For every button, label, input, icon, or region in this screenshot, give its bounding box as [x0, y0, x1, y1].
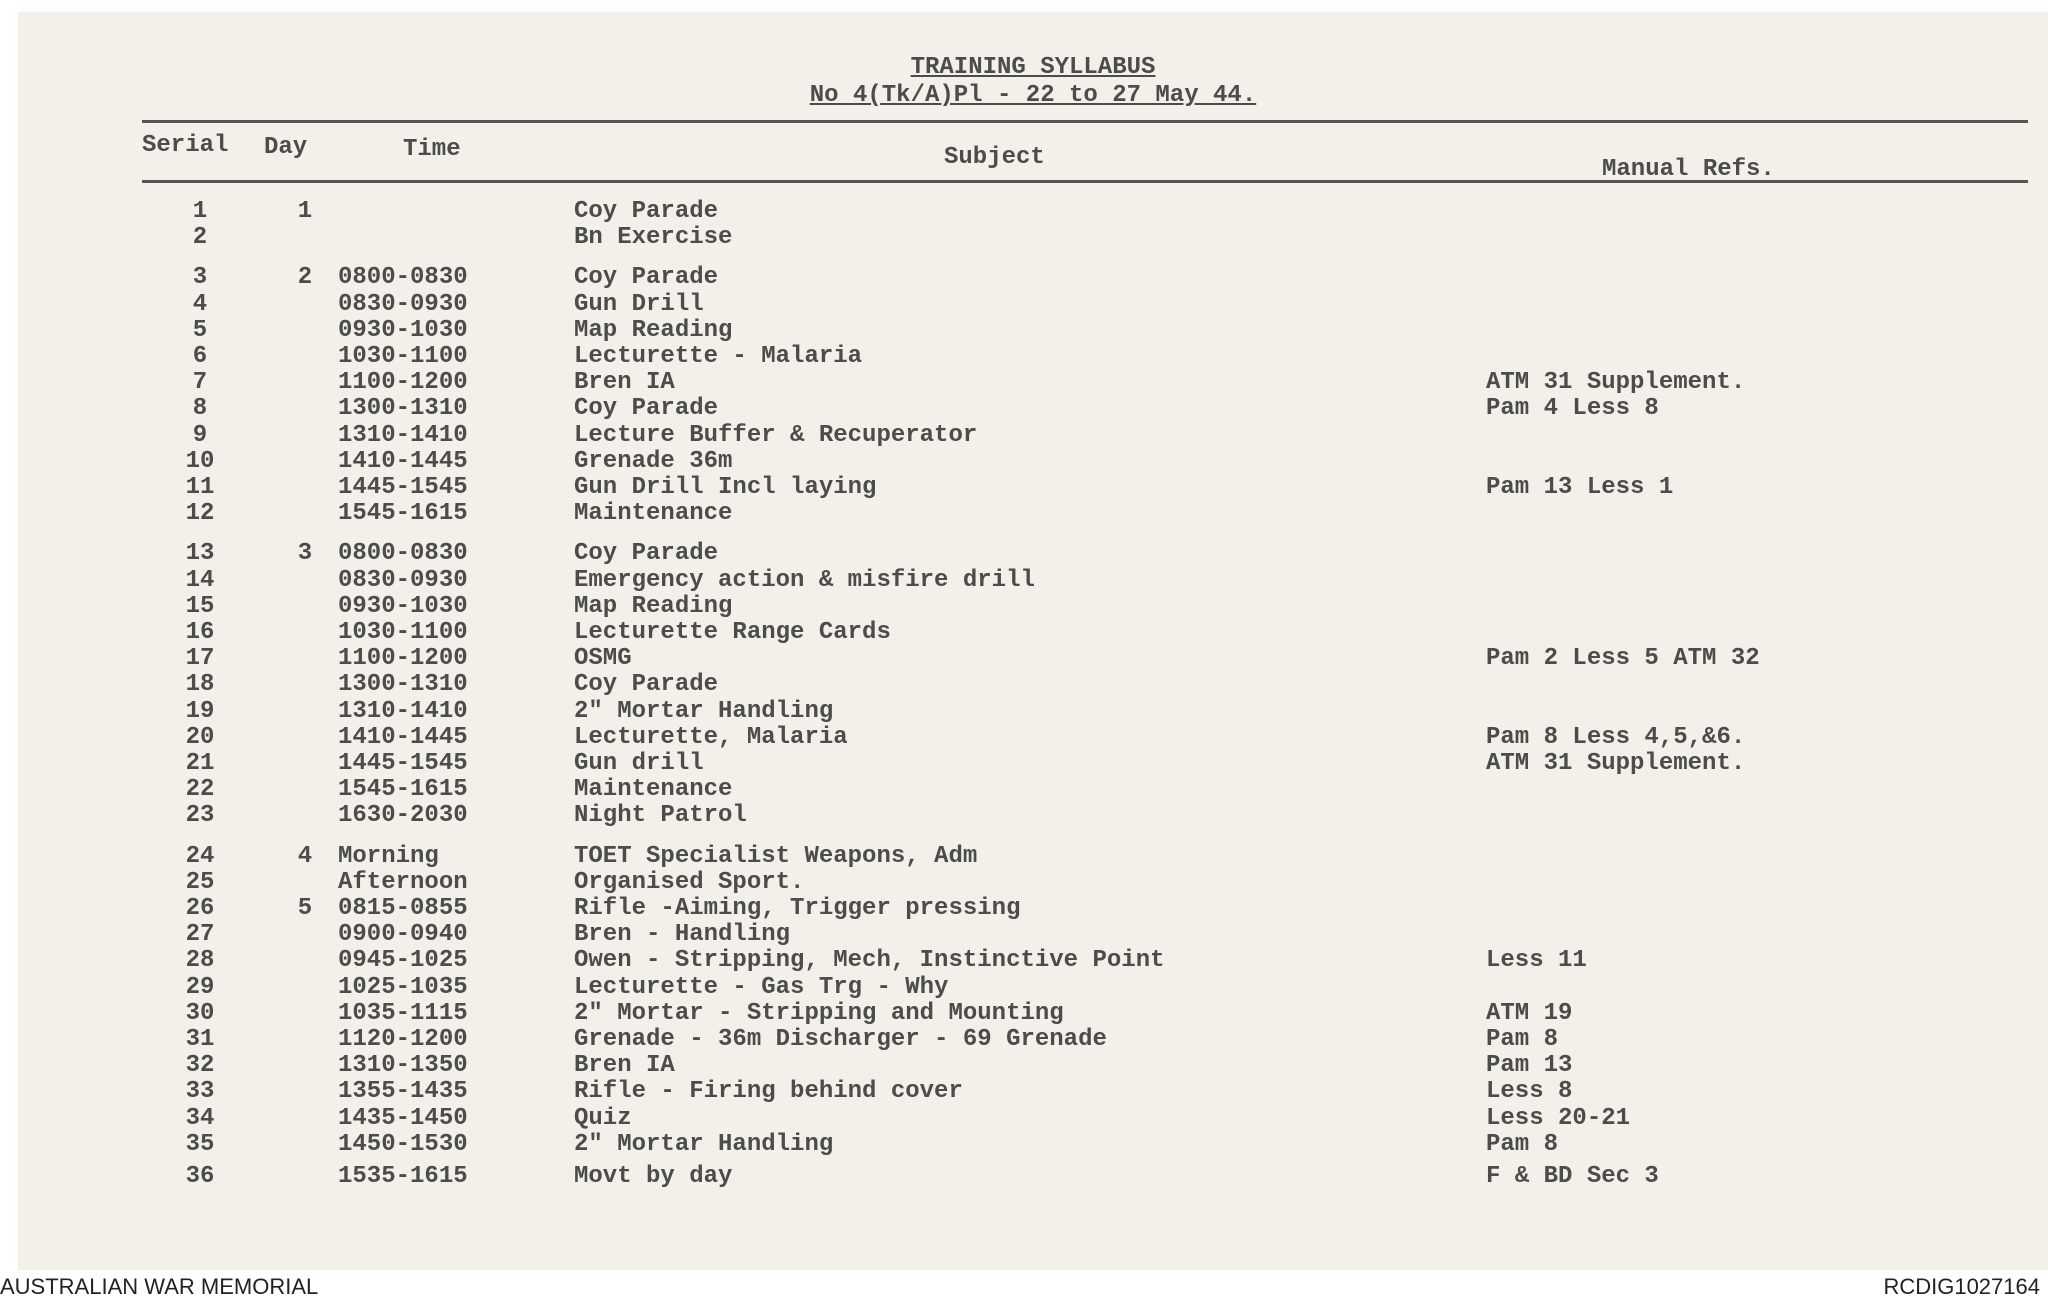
- table-row: [18, 500, 2048, 526]
- serial-cell: 33: [185, 1078, 215, 1106]
- table-row: [18, 776, 2048, 802]
- header-time: Time: [403, 136, 461, 163]
- serial-cell: 8: [192, 395, 208, 423]
- serial-cell: 5: [192, 316, 208, 344]
- time-cell: 1120-1200: [338, 1026, 468, 1053]
- subject-cell: Night Patrol: [574, 802, 747, 830]
- time-cell: 1545-1615: [338, 500, 468, 528]
- subject-cell: Gun drill: [574, 750, 704, 777]
- subject-cell: Map Reading: [574, 592, 733, 620]
- serial-cell: 26: [185, 895, 215, 922]
- manual-ref-cell: Less 11: [1486, 947, 1587, 975]
- header-rule-bottom: [142, 180, 2028, 183]
- table-row: [18, 264, 2048, 290]
- subject-cell: Lecturette Range Cards: [574, 619, 891, 646]
- manual-ref-cell: ATM 31 Supplement.: [1486, 369, 1746, 397]
- subject-cell: Gun Drill: [574, 290, 704, 318]
- subject-cell: Coy Parade: [574, 264, 719, 292]
- table-row: [18, 343, 2048, 369]
- table-row: [18, 843, 2048, 869]
- time-cell: 1310-1350: [338, 1052, 468, 1080]
- table-row: [18, 921, 2048, 947]
- time-cell: 1100-1200: [338, 369, 468, 397]
- day-cell: 3: [297, 540, 313, 568]
- manual-ref-cell: F & BD Sec 3: [1486, 1163, 1659, 1190]
- header-manual-refs: Manual Refs.: [1602, 156, 1775, 183]
- table-row: [18, 1163, 2048, 1189]
- time-cell: 0930-1030: [338, 592, 468, 620]
- serial-cell: 29: [185, 973, 215, 1001]
- day-cell: 5: [297, 895, 313, 922]
- subject-cell: Coy Parade: [574, 395, 719, 423]
- serial-cell: 31: [185, 1026, 215, 1053]
- manual-ref-cell: Pam 2 Less 5 ATM 32: [1486, 645, 1760, 673]
- time-cell: 1630-2030: [338, 802, 468, 830]
- time-cell: 1100-1200: [338, 645, 468, 673]
- table-row: [18, 448, 2048, 474]
- subject-cell: Lecturette, Malaria: [574, 723, 848, 751]
- manual-ref-cell: Pam 8: [1486, 1026, 1559, 1053]
- time-cell: 1025-1035: [338, 973, 468, 1001]
- subject-cell: Coy Parade: [574, 540, 719, 568]
- subject-cell: Maintenance: [574, 500, 733, 528]
- table-row: [18, 895, 2048, 921]
- manual-ref-cell: ATM 31 Supplement.: [1486, 750, 1746, 777]
- time-cell: 1535-1615: [338, 1163, 468, 1190]
- subject-cell: Map Reading: [574, 316, 733, 344]
- subject-cell: Grenade - 36m Discharger - 69 Grenade: [574, 1026, 1107, 1053]
- serial-cell: 1: [192, 198, 208, 225]
- serial-cell: 12: [185, 500, 215, 528]
- serial-cell: 11: [185, 474, 215, 501]
- time-cell: 1410-1445: [338, 447, 468, 475]
- subject-cell: Bn Exercise: [574, 224, 733, 252]
- subject-cell: Coy Parade: [574, 198, 719, 225]
- subject-cell: TOET Specialist Weapons, Adm: [574, 842, 978, 870]
- time-cell: Morning: [338, 842, 439, 870]
- subject-cell: Gun Drill Incl laying: [574, 474, 877, 501]
- subject-cell: Movt by day: [574, 1163, 733, 1190]
- time-cell: 1310-1410: [338, 421, 468, 449]
- time-cell: 1545-1615: [338, 776, 468, 804]
- table-row: [18, 1131, 2048, 1157]
- header-subject: Subject: [944, 144, 1045, 171]
- subject-cell: Grenade 36m: [574, 447, 733, 475]
- serial-cell: 23: [185, 802, 215, 830]
- header-day: Day: [264, 134, 308, 161]
- table-row: [18, 540, 2048, 566]
- table-row: [18, 1078, 2048, 1104]
- manual-ref-cell: Less 8: [1486, 1078, 1573, 1106]
- subject-cell: Rifle -Aiming, Trigger pressing: [574, 895, 1021, 922]
- serial-cell: 34: [185, 1104, 215, 1132]
- time-cell: 0930-1030: [338, 316, 468, 344]
- subject-cell: OSMG: [574, 645, 632, 673]
- serial-cell: 36: [185, 1163, 215, 1190]
- table-row: [18, 1052, 2048, 1078]
- table-row: [18, 474, 2048, 500]
- day-cell: 1: [297, 198, 313, 225]
- serial-cell: 24: [185, 842, 215, 870]
- subject-cell: Coy Parade: [574, 671, 719, 699]
- day-cell: 4: [297, 842, 313, 870]
- table-row: [18, 1026, 2048, 1052]
- time-cell: 1300-1310: [338, 671, 468, 699]
- table-row: [18, 619, 2048, 645]
- serial-cell: 30: [185, 999, 215, 1027]
- subject-cell: 2" Mortar Handling: [574, 697, 834, 725]
- table-row: [18, 974, 2048, 1000]
- time-cell: 1030-1100: [338, 343, 468, 370]
- subject-cell: Owen - Stripping, Mech, Instinctive Point: [574, 947, 1165, 975]
- subject-cell: Bren - Handling: [574, 921, 791, 949]
- serial-cell: 22: [185, 776, 215, 804]
- serial-cell: 6: [192, 343, 208, 370]
- serial-cell: 2: [192, 224, 208, 252]
- subject-cell: Organised Sport.: [574, 868, 805, 896]
- document-sheet: [18, 12, 2048, 1270]
- manual-ref-cell: Pam 8 Less 4,5,&6.: [1486, 723, 1746, 751]
- time-cell: Afternoon: [338, 868, 468, 896]
- header-rule-top: [142, 120, 2028, 123]
- time-cell: 1435-1450: [338, 1104, 468, 1132]
- subject-cell: Bren IA: [574, 369, 675, 397]
- time-cell: 1355-1435: [338, 1078, 468, 1106]
- table-row: [18, 750, 2048, 776]
- subject-cell: Emergency action & misfire drill: [574, 566, 1035, 594]
- footer-institution: AUSTRALIAN WAR MEMORIAL: [0, 1274, 319, 1299]
- serial-cell: 4: [192, 290, 208, 318]
- serial-cell: 25: [185, 868, 215, 896]
- table-row: [18, 291, 2048, 317]
- table-row: [18, 224, 2048, 250]
- subject-cell: 2" Mortar Handling: [574, 1130, 834, 1158]
- time-cell: 0830-0930: [338, 566, 468, 594]
- time-cell: 1410-1445: [338, 723, 468, 751]
- manual-ref-cell: Pam 13: [1486, 1052, 1573, 1080]
- time-cell: 0815-0855: [338, 895, 468, 922]
- manual-ref-cell: Pam 4 Less 8: [1486, 395, 1659, 423]
- table-row: [18, 395, 2048, 421]
- manual-ref-cell: ATM 19: [1486, 999, 1573, 1027]
- table-row: [18, 317, 2048, 343]
- table-row: [18, 567, 2048, 593]
- serial-cell: 15: [185, 592, 215, 620]
- table-row: [18, 1105, 2048, 1131]
- serial-cell: 14: [185, 566, 215, 594]
- time-cell: 1035-1115: [338, 999, 468, 1027]
- subject-cell: Lecturette - Gas Trg - Why: [574, 973, 949, 1001]
- subject-cell: Lecture Buffer & Recuperator: [574, 421, 978, 449]
- subject-cell: 2" Mortar - Stripping and Mounting: [574, 999, 1064, 1027]
- serial-cell: 19: [185, 697, 215, 725]
- subject-cell: Quiz: [574, 1104, 632, 1132]
- time-cell: 0830-0930: [338, 290, 468, 318]
- table-row: [18, 593, 2048, 619]
- time-cell: 1445-1545: [338, 474, 468, 501]
- serial-cell: 3: [192, 264, 208, 292]
- table-row: [18, 1000, 2048, 1026]
- time-cell: 0800-0830: [338, 264, 468, 292]
- serial-cell: 9: [192, 421, 208, 449]
- serial-cell: 21: [185, 750, 215, 777]
- serial-cell: 16: [185, 619, 215, 646]
- manual-ref-cell: Less 20-21: [1486, 1104, 1631, 1132]
- table-row: [18, 198, 2048, 224]
- subject-cell: Lecturette - Malaria: [574, 343, 863, 370]
- document-subtitle: No 4(Tk/A)Pl - 22 to 27 May 44.: [809, 82, 1257, 109]
- table-row: [18, 869, 2048, 895]
- table-row: [18, 671, 2048, 697]
- serial-cell: 32: [185, 1052, 215, 1080]
- subject-cell: Maintenance: [574, 776, 733, 804]
- serial-cell: 13: [185, 540, 215, 568]
- table-row: [18, 645, 2048, 671]
- manual-ref-cell: Pam 13 Less 1: [1486, 474, 1674, 501]
- serial-cell: 27: [185, 921, 215, 949]
- serial-cell: 18: [185, 671, 215, 699]
- table-row: [18, 422, 2048, 448]
- table-row: [18, 802, 2048, 828]
- day-cell: 2: [297, 264, 313, 292]
- time-cell: 0900-0940: [338, 921, 468, 949]
- time-cell: 1450-1530: [338, 1130, 468, 1158]
- serial-cell: 20: [185, 723, 215, 751]
- document-title: TRAINING SYLLABUS: [910, 54, 1156, 81]
- time-cell: 0945-1025: [338, 947, 468, 975]
- footer-record-id: RCDIG1027164: [1883, 1274, 2040, 1299]
- time-cell: 1445-1545: [338, 750, 468, 777]
- serial-cell: 7: [192, 369, 208, 397]
- table-row: [18, 947, 2048, 973]
- table-row: [18, 369, 2048, 395]
- time-cell: 0800-0830: [338, 540, 468, 568]
- manual-ref-cell: Pam 8: [1486, 1130, 1559, 1158]
- time-cell: 1300-1310: [338, 395, 468, 423]
- serial-cell: 17: [185, 645, 215, 673]
- serial-cell: 35: [185, 1130, 215, 1158]
- time-cell: 1030-1100: [338, 619, 468, 646]
- subject-cell: Bren IA: [574, 1052, 675, 1080]
- serial-cell: 10: [185, 447, 215, 475]
- table-row: [18, 724, 2048, 750]
- header-serial: Serial: [142, 132, 229, 159]
- time-cell: 1310-1410: [338, 697, 468, 725]
- subject-cell: Rifle - Firing behind cover: [574, 1078, 963, 1106]
- serial-cell: 28: [185, 947, 215, 975]
- table-row: [18, 698, 2048, 724]
